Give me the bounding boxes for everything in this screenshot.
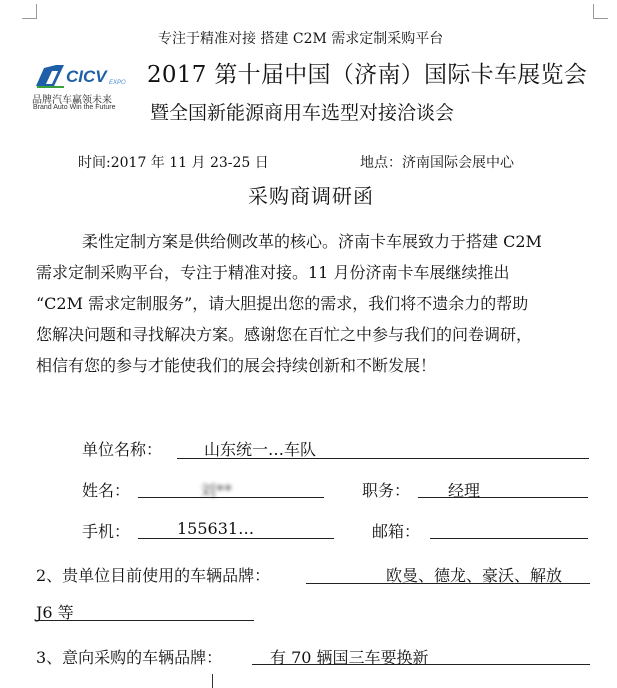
event-time: 时间:2017 年 11 月 23-25 日	[78, 155, 269, 171]
intro-paragraph	[36, 226, 596, 381]
intro-line: 柔性定制方案是供给侧改革的核心。济南卡车展致力于搭建 C2M	[82, 232, 542, 251]
name-label: 姓名：	[82, 481, 131, 500]
q3-underline	[252, 664, 590, 665]
phone-underline	[138, 538, 334, 539]
q2-answer-cont[interactable]: J6 等	[36, 603, 74, 622]
logo-mark-text: CICV	[66, 67, 107, 86]
phone-label: 手机：	[82, 522, 131, 541]
intro-line: 您解决问题和寻找解决方案。感谢您在百忙之中参与我们的问卷调研，	[36, 325, 533, 344]
company-label: 单位名称：	[82, 440, 163, 459]
header-tagline: 专注于精准对接 搭建 C2M 需求定制采购平台	[158, 31, 444, 47]
logo-mark-sub: EXPO	[109, 80, 126, 86]
intro-line: 需求定制采购平台，专注于精准对接。11 月份济南卡车展继续推出	[36, 263, 510, 282]
position-underline	[418, 497, 588, 498]
q2-underline-cont	[36, 620, 254, 621]
email-label: 邮箱：	[372, 522, 421, 541]
page-corner-mark-left	[22, 4, 37, 19]
intro-line: 相信有您的参与才能使我们的展会持续创新和不断发展！	[36, 356, 437, 375]
document-title: 采购商调研函	[248, 184, 374, 208]
cicv-logo	[30, 58, 130, 118]
email-underline[interactable]	[430, 538, 588, 539]
position-value[interactable]: 经理	[448, 481, 481, 500]
q3-label: 3、意向采购的车辆品牌：	[36, 648, 223, 667]
event-subtitle: 暨全国新能源商用车选型对接洽谈会	[150, 102, 455, 124]
q2-underline	[306, 583, 590, 584]
event-title: 2017 第十届中国（济南）国际卡车展览会	[147, 62, 588, 88]
q2-label: 2、贵单位目前使用的车辆品牌：	[36, 566, 271, 585]
name-underline	[138, 497, 324, 498]
intro-line: “C2M 需求定制服务”，请大胆提出您的需求，我们将不遗余力的帮助	[36, 294, 529, 313]
logo-slogan-en: Brand Auto Win the Future	[33, 104, 116, 111]
page-corner-mark-right	[593, 4, 608, 19]
phone-value[interactable]: 155631…	[177, 519, 255, 538]
name-value[interactable]: 刘**	[200, 481, 233, 500]
cicv-logo-mark	[34, 62, 126, 88]
company-value[interactable]: 山东统一…车队	[204, 440, 317, 459]
company-underline	[177, 458, 589, 459]
q3-answer[interactable]: 有 70 辆国三车要换新	[270, 648, 429, 667]
event-place: 地点：济南国际会展中心	[360, 155, 514, 171]
q2-answer[interactable]: 欧曼、德龙、豪沃、解放	[386, 566, 563, 585]
logo-slogan-cn: 品牌汽车赢领未来	[32, 95, 112, 106]
position-label: 职务：	[362, 481, 411, 500]
